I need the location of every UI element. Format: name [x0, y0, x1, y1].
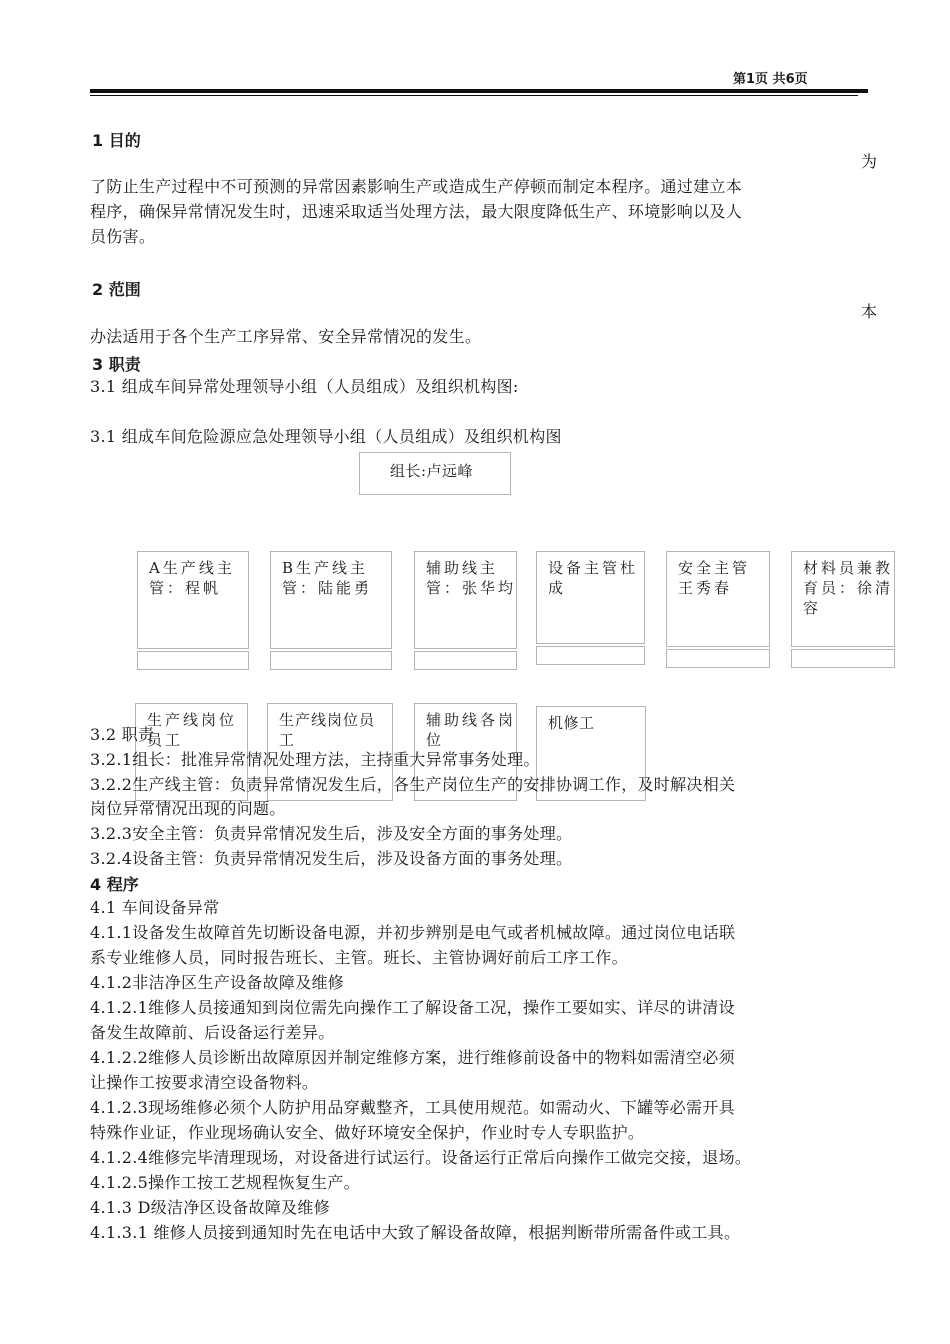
org-box-label: 辅助线各岗位 — [426, 711, 517, 749]
org-box-label: 设备主管杜成 — [548, 559, 639, 597]
org-subbox — [536, 646, 645, 665]
section-3-heading: 3 职责 — [92, 355, 141, 374]
org-box-label: 辅助线主管：张华均 — [426, 559, 517, 597]
section-4-line: 4.1.2.3现场维修必须个人防护用品穿戴整齐，工具使用规范。如需动火、下罐等必需开具 — [90, 1098, 735, 1117]
section-4-line: 4.1.2.5操作工按工艺规程恢复生产。 — [90, 1173, 360, 1192]
section-1-heading: 1 目的 — [92, 131, 141, 150]
org-box — [791, 551, 895, 647]
org-subbox — [666, 649, 770, 668]
section-4-line: 系专业维修人员，同时报告班长、主管。班长、主管协调好前后工序工作。 — [90, 948, 628, 967]
org-box — [536, 551, 645, 644]
section-4-line: 4.1.3.1 维修人员接到通知时先在电话中大致了解设备故障，根据判断带所需备件或工具。 — [90, 1223, 741, 1242]
section-3-1a: 3.1 组成车间异常处理领导小组（人员组成）及组织机构图: — [90, 377, 519, 396]
section-2-line: 本 — [861, 302, 878, 321]
section-3-2-line: 3.2.4设备主管：负责异常情况发生后，涉及设备方面的事务处理。 — [90, 849, 573, 868]
section-1-line: 为 — [861, 152, 878, 171]
org-box — [414, 551, 517, 649]
org-box-label: 生产线岗位员工 — [147, 711, 238, 749]
section-4-line: 让操作工按要求清空设备物料。 — [90, 1073, 319, 1092]
section-4-line: 4.1.2.4维修完毕清理现场，对设备进行试运行。设备运行正常后向操作工做完交接，退场。 — [90, 1148, 752, 1167]
org-box-label: 安全主管王秀春 — [678, 559, 751, 597]
section-4-heading: 4 程序 — [90, 875, 139, 894]
header-rule-thick — [90, 89, 868, 93]
org-box-label: 机修工 — [548, 714, 595, 732]
page-number: 第1页 共6页 — [733, 72, 808, 87]
section-1-line: 程序，确保异常情况发生时，迅速采取适当处理方法，最大限度降低生产、环境影响以及人 — [90, 202, 743, 221]
section-4-line: 4.1.1设备发生故障首先切断设备电源，并初步辨别是电气或者机械故障。通过岗位电话联 — [90, 923, 736, 942]
section-3-2-line: 岗位异常情况出现的问题。 — [90, 799, 286, 818]
header-rule-thin — [90, 95, 858, 96]
org-box-label: 生产线岗位员工 — [279, 711, 376, 749]
section-2-line: 办法适用于各个生产工序异常、安全异常情况的发生。 — [90, 327, 482, 346]
org-box-label: 材料员兼教育员：徐清容 — [803, 559, 894, 617]
section-4-line: 4.1.2.1维修人员接通知到岗位需先向操作工了解设备工况，操作工要如实、详尽的讲清设 — [90, 998, 735, 1017]
section-1-line: 了防止生产过程中不可预测的异常因素影响生产或造成生产停顿而制定本程序。通过建立本 — [90, 177, 743, 196]
org-leader-label: 组长:卢远峰 — [390, 462, 474, 480]
section-4-line: 4.1 车间设备异常 — [90, 898, 220, 917]
section-3-2-heading: 3.2 职责 — [90, 725, 155, 744]
section-4-line: 特殊作业证，作业现场确认安全、做好环境安全保护，作业时专人专职监护。 — [90, 1123, 645, 1142]
section-3-1b: 3.1 组成车间危险源应急处理领导小组（人员组成）及组织机构图 — [90, 427, 562, 446]
org-box — [137, 551, 249, 649]
org-subbox — [791, 649, 895, 668]
section-4-line: 备发生故障前、后设备运行差异。 — [90, 1023, 335, 1042]
org-box-label: A生产线主管：程帆 — [149, 559, 235, 597]
section-1-line: 员伤害。 — [90, 227, 156, 246]
org-subbox — [270, 651, 392, 670]
org-leader-box — [359, 452, 511, 495]
section-3-2-line: 3.2.3安全主管：负责异常情况发生后，涉及安全方面的事务处理。 — [90, 824, 573, 843]
section-4-line: 4.1.2.2维修人员诊断出故障原因并制定维修方案，进行维修前设备中的物料如需清空必须 — [90, 1048, 735, 1067]
org-box — [270, 551, 392, 649]
section-3-2-line: 3.2.2生产线主管：负责异常情况发生后，各生产岗位生产的安排协调工作，及时解决相关 — [90, 775, 736, 794]
org-subbox — [137, 651, 249, 670]
section-4-line: 4.1.2非洁净区生产设备故障及维修 — [90, 973, 345, 992]
section-2-heading: 2 范围 — [92, 280, 141, 299]
org-subbox — [414, 651, 517, 670]
section-4-line: 4.1.3 D级洁净区设备故障及维修 — [90, 1198, 331, 1217]
section-3-2-line: 3.2.1组长：批准异常情况处理方法，主持重大异常事务处理。 — [90, 750, 540, 769]
org-box — [666, 551, 770, 647]
org-box-label: B生产线主管：陆能勇 — [282, 559, 373, 597]
